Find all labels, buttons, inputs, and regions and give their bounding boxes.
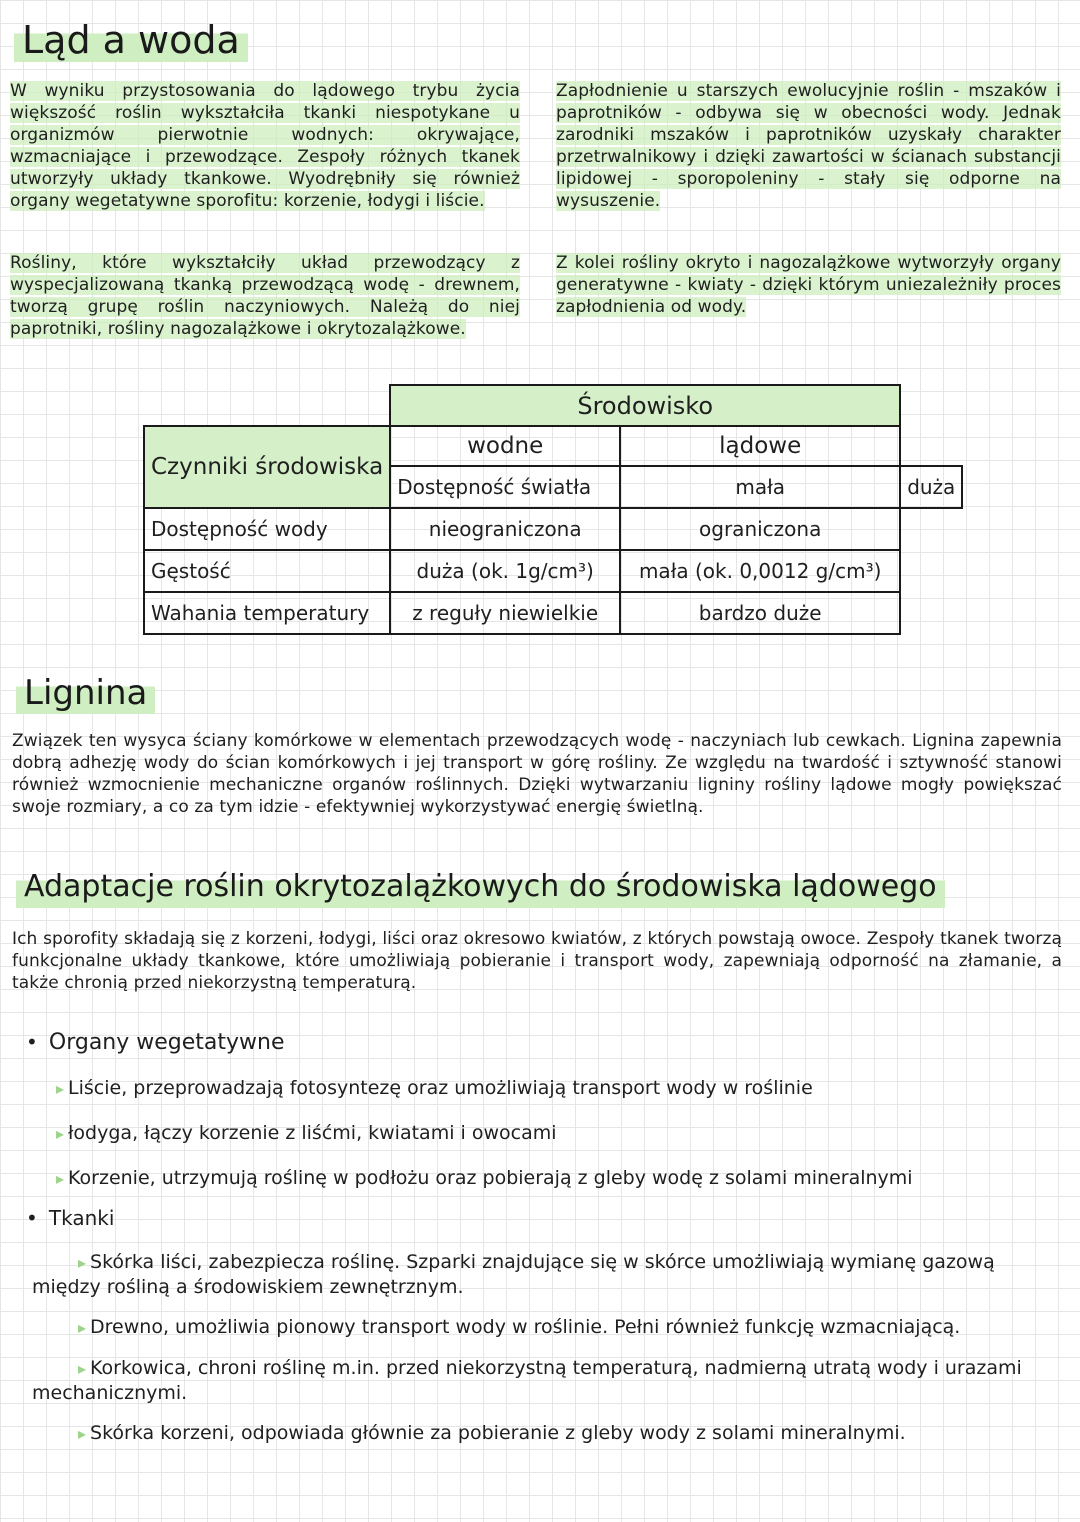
table-cell-factor: Gęstość [144,550,390,592]
list-item-text: Skórka liści, zabezpiecza roślinę. Szparki znajdujące się w skórce umożliwiają wymianę gazową między rośliną a środowiskiem zewnętrznym. [32,1251,995,1298]
organs-list [56,1076,1056,1191]
list-item [32,1250,1057,1299]
list-item [56,1076,1056,1101]
list-item [32,1315,1057,1340]
paragraph-adaptacje: Ich sporofity składają się z korzeni, łodygi, liści oraz okresowo kwiatów, z których powstają owoce. Zespoły tkanek tworzą funkcjonalne układy tkankowe, które umożliwiają pobieranie i transport wody, zapewniają odporność na złamanie, a także chronią przed niekorzystną temperaturą. [12,929,1062,993]
paragraph-vascular-text: Rośliny, które wykształciły układ przewodzący z wyspecjalizowaną tkanką przewodzącą wodę - drewnem, tworzą grupę roślin naczyniowych. Należą do niej paprotniki, rośliny nagozalążkowe i okrytozalążkowe. [10,253,520,339]
table-row [144,592,962,634]
paragraph-vascular [10,252,520,340]
table-row [144,550,962,592]
section-title-adaptacje [16,866,945,908]
list-item-text: łodyga, łączy korzenie z liśćmi, kwiatami i owocami [68,1122,557,1144]
table-cell-water: nieograniczona [390,508,620,550]
paragraph-generative-text: Z kolei rośliny okryto i nagozalążkowe wytworzyły organy generatywne - kwiaty - dzięki którym uniezależniły proces zapłodnienia od wody. [556,253,1061,317]
table-cell-land: bardzo duże [620,592,900,634]
arrow-right-icon: ▸ [56,1169,65,1188]
paragraph-tissues [10,80,520,212]
list-item [32,1356,1057,1405]
arrow-right-icon: ▸ [78,1318,87,1337]
paragraph-fertilization-text: Zapłodnienie u starszych ewolucyjnie roślin - mszaków i paprotników - odbywa się w obecności wody. Jednak zarodniki mszaków i paprotników uzyskały charakter przetrwalnikowy i dzięki zawartości w ścianach substancji lipidowej - sporopoleniny - stały się odporne na wysuszenie. [556,81,1061,211]
heading-lignina: Lignina [16,672,155,714]
list-item [56,1121,1056,1146]
arrow-right-icon: ▸ [78,1424,87,1443]
list-item-text: Korkowica, chroni roślinę m.in. przed niekorzystną temperaturą, nadmierną utratą wody i urazami mechanicznymi. [32,1357,1022,1404]
table-cell-factor: Dostępność światła [390,466,620,508]
table-cell-land: duża [900,466,962,508]
table-header-environment: Środowisko [390,385,900,426]
arrow-right-icon: ▸ [78,1359,87,1378]
arrow-right-icon: ▸ [78,1253,87,1272]
section-title-lignina [16,672,155,714]
list-item-text: Drewno, umożliwia pionowy transport wody w roślinie. Pełni również funkcję wzmacniającą. [90,1316,961,1338]
bullet-icon: • [26,1030,38,1054]
heading-adaptacje: Adaptacje roślin okrytozalążkowych do środowiska lądowego [16,866,945,908]
list-item-text: Korzenie, utrzymują roślinę w podłożu oraz pobierają z gleby wodę z solami mineralnymi [68,1167,913,1189]
list-item-text: Liście, przeprowadzają fotosyntezę oraz umożliwiają transport wody w roślinie [68,1077,813,1099]
table-row [144,508,962,550]
bullet-icon: • [26,1206,38,1230]
table-cell-water: z reguły niewielkie [390,592,620,634]
list-item-text: Skórka korzeni, odpowiada głównie za pobieranie z gleby wody z solami mineralnymi. [90,1422,906,1444]
list-item [56,1166,1056,1191]
table-cell-water: mała [620,466,900,508]
paragraph-fertilization [556,80,1061,212]
table-cell-land: ograniczona [620,508,900,550]
paragraph-tissues-text: W wyniku przystosowania do lądowego trybu życia większość roślin wykształciła tkanki niespotykane u organizmów pierwotnie wodnych: okrywające, wzmacniające i przewodzące. Zespoły różnych tkanek utworzyły układy tkankowe. Wyodrębniły się również organy wegetatywne sporofitu: korzenie, łodygi i liście. [10,81,520,211]
environment-table [143,384,963,635]
tissues-title: Tkanki [48,1206,115,1230]
table-cell-water: duża (ok. 1g/cm³) [390,550,620,592]
table-header-land: lądowe [620,426,900,466]
arrow-right-icon: ▸ [56,1124,65,1143]
paragraph-lignina: Związek ten wysyca ściany komórkowe w elementach przewodzących wodę - naczyniach lub cewkach. Lignina zapewnia dobrą adhezję wody do ścian komórkowych i jej transport w górę rośliny. Ze względu na twardość i sztywność stanowi również wzmocnienie mechaniczne organów roślinnych. Dzięki wytwarzaniu ligniny rośliny lądowe mogły powiększać swoje rozmiary, a co za tym idzie - efektywniej wykorzystywać energię świetlną. [12,731,1062,817]
table-empty-corner [144,385,390,426]
table-subheader-row [144,426,962,466]
table-header-row [144,385,962,426]
section-title-lad-a-woda [14,18,248,62]
table-cell-land: mała (ok. 0,0012 g/cm³) [620,550,900,592]
heading-lad-a-woda: Ląd a woda [14,18,248,62]
tissues-heading [26,1206,114,1230]
tissues-list [32,1250,1057,1446]
paragraph-generative [556,252,1061,318]
list-item [32,1421,1057,1446]
table-cell-factor: Dostępność wody [144,508,390,550]
table-header-water: wodne [390,426,620,466]
table-header-factors: Czynniki środowiska [144,426,390,508]
table-cell-factor: Wahania temperatury [144,592,390,634]
organs-title: Organy wegetatywne [48,1030,285,1055]
organs-heading [26,1030,285,1055]
arrow-right-icon: ▸ [56,1079,65,1098]
